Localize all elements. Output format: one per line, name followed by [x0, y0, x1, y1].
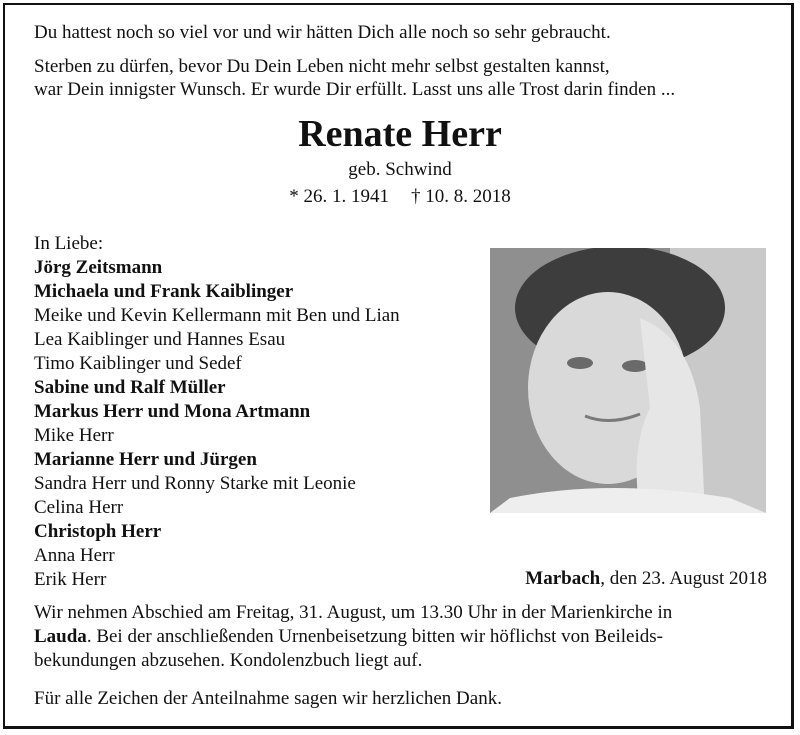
birth-date: * 26. 1. 1941 — [289, 186, 389, 207]
family-list — [34, 232, 400, 592]
intro-line-1: Du hattest noch so viel vor und wir hätten Dich alle noch so sehr gebraucht. — [34, 22, 611, 43]
family-member: Markus Herr und Mona Artmann — [34, 401, 311, 422]
place-name: Marbach — [525, 568, 601, 589]
notice-line-2-text: . Bei der anschließenden Urnenbeisetzung bitten wir höflichst von Beileids- — [86, 626, 663, 647]
portrait-photo — [490, 248, 766, 513]
intro-line-3: war Dein innigster Wunsch. Er wurde Dir erfüllt. Lasst uns alle Trost darin finden ... — [34, 79, 676, 100]
family-member: Mike Herr — [34, 425, 114, 446]
family-member: Erik Herr — [34, 569, 107, 590]
portrait-illustration — [490, 248, 766, 513]
deceased-name: Renate Herr — [298, 113, 502, 155]
family-member: Michaela und Frank Kaiblinger — [34, 281, 294, 302]
notice-date: , den 23. August 2018 — [600, 568, 767, 589]
place-and-date — [525, 567, 767, 591]
family-member: Marianne Herr und Jürgen — [34, 449, 257, 470]
thanks-line: Für alle Zeichen der Anteilnahme sagen wir herzlichen Dank. — [34, 688, 502, 709]
family-member: Celina Herr — [34, 497, 124, 518]
notice-town: Lauda — [34, 626, 87, 647]
family-member: Lea Kaiblinger und Hannes Esau — [34, 329, 286, 350]
family-member: Anna Herr — [34, 545, 115, 566]
life-dates — [0, 185, 800, 209]
family-member: Jörg Zeitsmann — [34, 257, 163, 278]
notice-line-2 — [34, 625, 770, 649]
notice-line-3: bekundungen abzusehen. Kondolenzbuch liegt auf. — [34, 650, 423, 671]
family-member: Sandra Herr und Ronny Starke mit Leonie — [34, 473, 356, 494]
family-member: Christoph Herr — [34, 521, 162, 542]
intro-line-2: Sterben zu dürfen, bevor Du Dein Leben nicht mehr selbst gestalten kannst, — [34, 56, 610, 77]
family-member: Sabine und Ralf Müller — [34, 377, 226, 398]
family-member: Meike und Kevin Kellermann mit Ben und Lian — [34, 305, 400, 326]
maiden-name: geb. Schwind — [348, 159, 452, 180]
death-date: † 10. 8. 2018 — [411, 186, 511, 207]
family-member: Timo Kaiblinger und Sedef — [34, 353, 242, 374]
family-members — [34, 256, 400, 592]
notice-line-1: Wir nehmen Abschied am Freitag, 31. August, um 13.30 Uhr in der Marienkirche in — [34, 602, 673, 623]
family-heading: In Liebe: — [34, 233, 104, 254]
funeral-notice — [34, 601, 770, 673]
